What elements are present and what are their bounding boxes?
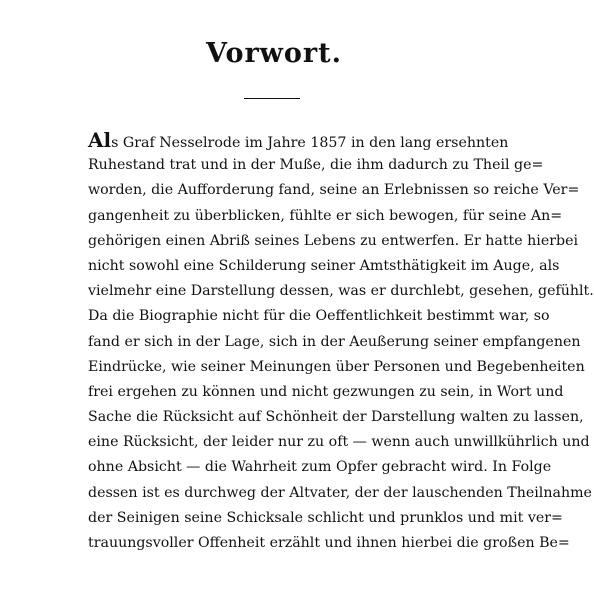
text-line-17: trauungsvoller Offenheit erzählt und ihnen hierbei die großen Be= [88, 535, 570, 551]
text-line-13: eine Rücksicht, der leider nur zu oft — wenn auch unwillkührlich und [88, 434, 590, 451]
text-line-5: gehörigen einen Abriß seines Lebens zu entwerfen. Er hatte hierbei [88, 232, 579, 249]
text-line-7: vielmehr eine Darstellung dessen, was er durchlebt, gesehen, gefühlt. [88, 283, 594, 300]
text-line-4: gangenheit zu überblicken, fühlte er sich bewogen, für seine An= [88, 207, 563, 224]
text-line-1 [88, 128, 509, 153]
text-line-10: Eindrücke, wie seiner Meinungen über Personen und Begebenheiten [88, 358, 585, 375]
preface-paragraph [88, 128, 594, 556]
text-line-16: der Seinigen seine Schicksale schlicht und prunklos und mit ver= [88, 509, 563, 526]
initial-letters: Al [88, 128, 112, 152]
title-divider [244, 98, 300, 99]
text-line-6: nicht sowohl eine Schilderung seiner Amtsthätigkeit im Auge, als [88, 257, 560, 274]
text-line-15: dessen ist es durchweg der Altvater, der der lauschenden Theilnahme [88, 484, 592, 501]
text-line-1-content: s Graf Nesselrode im Jahre 1857 in den lang ersehnten [111, 135, 509, 151]
text-line-3: worden, die Aufforderung fand, seine an Erlebnissen so reiche Ver= [88, 182, 580, 199]
text-line-2: Ruhestand trat und in der Muße, die ihm dadurch zu Theil ge= [88, 157, 544, 174]
text-line-11: frei ergehen zu können und nicht gezwungen zu sein, in Wort und [88, 383, 564, 400]
text-line-8: Da die Biographie nicht für die Oeffentlichkeit bestimmt war, so [88, 308, 550, 325]
page-title: Vorwort. [205, 38, 343, 69]
text-line-9: fand er sich in der Lage, sich in der Aeußerung seiner empfangenen [88, 333, 581, 350]
text-line-12: Sache die Rücksicht auf Schönheit der Darstellung walten zu lassen, [88, 409, 584, 426]
text-line-14: ohne Absicht — die Wahrheit zum Opfer gebracht wird. In Folge [88, 459, 552, 476]
